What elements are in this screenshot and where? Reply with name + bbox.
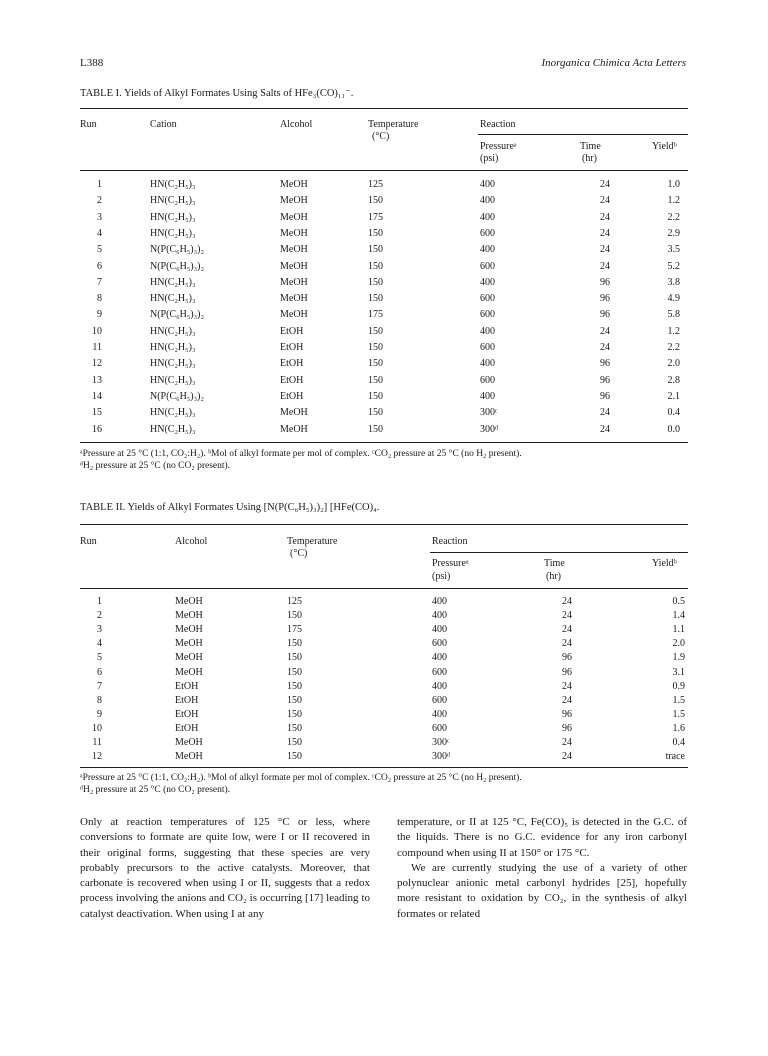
table1-header-pressure: Pressureᵃ bbox=[480, 141, 517, 152]
table2-cell-alc: MeOH bbox=[175, 638, 203, 650]
table1-cell-time: 24 bbox=[600, 325, 610, 337]
table1-row bbox=[80, 244, 688, 257]
table1-cell-alc: MeOH bbox=[280, 260, 308, 272]
table2-cell-yield: 2.0 bbox=[672, 638, 685, 650]
table2-cell-run: 1 bbox=[97, 596, 102, 607]
table2-row bbox=[80, 751, 688, 764]
table1-cell-press: 600 bbox=[480, 260, 495, 272]
table2-cell-run: 11 bbox=[92, 737, 102, 748]
table1-header-yield: Yieldᵇ bbox=[652, 141, 677, 152]
table1-cell-yield: 3.5 bbox=[667, 244, 680, 256]
table1-row bbox=[80, 228, 688, 241]
table2-cell-press: 300ᵈ bbox=[432, 751, 451, 763]
body-right-paragraph-2: We are currently studying the use of a variety of other polynuclear anionic metal carbonyl hydrides [25], hopefully more resistant to oxidation by CO₂, in the synthesis of alkyl formates or related bbox=[397, 861, 687, 920]
table1-cell-cation: HN(C₂H₅)₃ bbox=[150, 325, 196, 337]
table2-header-reaction: Reaction bbox=[432, 536, 468, 547]
table1-row bbox=[80, 261, 688, 274]
table2-cell-alc: EtOH bbox=[175, 680, 199, 692]
table1-cell-yield: 2.2 bbox=[667, 211, 680, 223]
table2-row bbox=[80, 667, 688, 680]
table1-cell-press: 400 bbox=[480, 358, 495, 370]
table1-cell-yield: 2.9 bbox=[667, 227, 680, 239]
table2-cell-temp: 175 bbox=[287, 624, 302, 636]
body-right-column bbox=[397, 815, 687, 922]
table2-cell-temp: 150 bbox=[287, 652, 302, 664]
table1-cell-time: 24 bbox=[600, 260, 610, 272]
table1-cell-run: 4 bbox=[97, 227, 102, 239]
table2-cell-time: 24 bbox=[562, 680, 572, 692]
table2-cell-time: 96 bbox=[562, 722, 572, 734]
table2-cell-alc: MeOH bbox=[175, 751, 203, 763]
table2-cell-yield: 3.1 bbox=[672, 666, 685, 678]
table1-header-time-unit: (hr) bbox=[582, 153, 597, 164]
table2-footnote-2: ᵈH₂ pressure at 25 °C (no CO₂ present). bbox=[80, 785, 231, 795]
table1-cell-run: 8 bbox=[97, 293, 102, 305]
table2-header-temperature-unit: (°C) bbox=[290, 548, 308, 559]
table2-header-time: Time bbox=[544, 558, 565, 569]
table1-cell-temp: 125 bbox=[368, 179, 383, 190]
table2-cell-press: 600 bbox=[432, 666, 447, 678]
table2-cell-run: 10 bbox=[92, 722, 102, 734]
table2-cell-time: 24 bbox=[562, 596, 572, 607]
table1-header-alcohol: Alcohol bbox=[280, 119, 313, 130]
table2-cell-yield: trace bbox=[665, 751, 685, 763]
table2-cell-time: 24 bbox=[562, 751, 572, 763]
table1-footnote-1: ᵃPressure at 25 °C (1:1, CO₂:H₂). ᵇMol of alkyl formate per mol of complex. ᶜCO₂ pressure at 25 °C (no H₂ present). bbox=[80, 449, 522, 459]
table2-cell-alc: MeOH bbox=[175, 610, 203, 622]
table1-cell-temp: 150 bbox=[368, 342, 383, 353]
table1-header-temperature: Temperature bbox=[368, 119, 419, 130]
table1-cell-time: 96 bbox=[600, 390, 610, 402]
table1-cell-alc: EtOH bbox=[280, 390, 304, 402]
table1-row bbox=[80, 212, 688, 225]
table1-cell-cation: HN(C₂H₅)₃ bbox=[150, 407, 196, 419]
table1-cell-run: 13 bbox=[92, 374, 102, 386]
table1-row bbox=[80, 391, 688, 404]
table1-header-cation: Cation bbox=[150, 119, 177, 130]
table1-cell-temp: 150 bbox=[368, 423, 383, 435]
table1-cell-temp: 150 bbox=[368, 407, 383, 419]
table1-cell-run: 14 bbox=[92, 390, 102, 402]
table1-cell-temp: 150 bbox=[368, 293, 383, 305]
table1-cell-press: 600 bbox=[480, 374, 495, 386]
table1-cell-press: 400 bbox=[480, 195, 495, 207]
table2-cell-press: 600 bbox=[432, 694, 447, 706]
table2-cell-alc: MeOH bbox=[175, 596, 203, 607]
table2-cell-yield: 1.4 bbox=[672, 610, 685, 622]
table1-cell-time: 96 bbox=[600, 293, 610, 305]
table1-cell-yield: 2.8 bbox=[667, 374, 680, 386]
table1-cell-temp: 175 bbox=[368, 309, 383, 321]
table1-cell-run: 10 bbox=[92, 325, 102, 337]
table2-cell-alc: MeOH bbox=[175, 737, 203, 748]
table2-cell-yield: 1.9 bbox=[672, 652, 685, 664]
table2-header-temperature: Temperature bbox=[287, 536, 338, 547]
table1-cell-alc: MeOH bbox=[280, 179, 308, 190]
table1-cell-run: 7 bbox=[97, 276, 102, 288]
table2-top-rule bbox=[80, 524, 688, 525]
table1-row bbox=[80, 375, 688, 388]
table1-cell-press: 600 bbox=[480, 309, 495, 321]
table1-cell-time: 24 bbox=[600, 179, 610, 190]
table2-cell-run: 6 bbox=[97, 666, 102, 678]
table1-row bbox=[80, 277, 688, 290]
table1-cell-alc: MeOH bbox=[280, 227, 308, 239]
table2-cell-time: 24 bbox=[562, 694, 572, 706]
table1-cell-alc: MeOH bbox=[280, 195, 308, 207]
table1-cell-time: 96 bbox=[600, 374, 610, 386]
table1-cell-yield: 1.2 bbox=[667, 195, 680, 207]
table1-cell-alc: MeOH bbox=[280, 423, 308, 435]
table1-cell-temp: 150 bbox=[368, 244, 383, 256]
table1-cell-temp: 150 bbox=[368, 358, 383, 370]
table2-cell-temp: 125 bbox=[287, 596, 302, 607]
table1-cell-yield: 4.9 bbox=[667, 293, 680, 305]
table2-cell-time: 24 bbox=[562, 737, 572, 748]
table1-cell-cation: N(P(C₆H₅)₃)₂ bbox=[150, 309, 204, 321]
table1-cell-time: 24 bbox=[600, 211, 610, 223]
table1-cell-yield: 2.1 bbox=[667, 390, 680, 402]
table1-row bbox=[80, 293, 688, 306]
table2-cell-run: 4 bbox=[97, 638, 102, 650]
table2-row bbox=[80, 737, 688, 750]
table2-row bbox=[80, 638, 688, 651]
table2-row bbox=[80, 652, 688, 665]
table2-cell-run: 8 bbox=[97, 694, 102, 706]
table1-row bbox=[80, 424, 688, 437]
table2-cell-press: 400 bbox=[432, 652, 447, 664]
table1-cell-cation: HN(C₂H₅)₃ bbox=[150, 227, 196, 239]
table1-cell-cation: N(P(C₆H₅)₃)₂ bbox=[150, 244, 204, 256]
table2-header-time-unit: (hr) bbox=[546, 571, 561, 582]
table2-header-pressure-unit: (psi) bbox=[432, 571, 451, 582]
table2-cell-press: 300ᶜ bbox=[432, 737, 450, 748]
table1-row bbox=[80, 195, 688, 208]
table1-cell-run: 2 bbox=[97, 195, 102, 207]
table2-cell-press: 400 bbox=[432, 596, 447, 607]
body-left-column bbox=[80, 815, 370, 922]
table1-footnote-2: ᵈH₂ pressure at 25 °C (no CO₂ present). bbox=[80, 461, 231, 471]
table1-header-pressure-unit: (psi) bbox=[480, 153, 499, 164]
table2-row bbox=[80, 709, 688, 722]
table1-row bbox=[80, 309, 688, 322]
table1-cell-press: 600 bbox=[480, 342, 495, 353]
table1-row bbox=[80, 358, 688, 371]
table1-cell-temp: 150 bbox=[368, 325, 383, 337]
table2-row bbox=[80, 610, 688, 623]
table2-cell-temp: 150 bbox=[287, 694, 302, 706]
table1-cell-yield: 5.2 bbox=[667, 260, 680, 272]
table2-cell-time: 96 bbox=[562, 708, 572, 720]
table2-cell-press: 600 bbox=[432, 638, 447, 650]
table1-cell-run: 15 bbox=[92, 407, 102, 419]
table1-cell-alc: MeOH bbox=[280, 276, 308, 288]
table1-cell-run: 11 bbox=[92, 342, 102, 353]
table2-cell-press: 400 bbox=[432, 610, 447, 622]
table1-cell-yield: 5.8 bbox=[667, 309, 680, 321]
table1-cell-time: 24 bbox=[600, 407, 610, 419]
table2-cell-time: 96 bbox=[562, 652, 572, 664]
table2-cell-alc: MeOH bbox=[175, 624, 203, 636]
table1-cell-run: 6 bbox=[97, 260, 102, 272]
table2-cell-alc: EtOH bbox=[175, 708, 199, 720]
table1-cell-temp: 150 bbox=[368, 195, 383, 207]
table1-cell-time: 96 bbox=[600, 276, 610, 288]
table2-cell-time: 24 bbox=[562, 638, 572, 650]
table2-cell-press: 400 bbox=[432, 708, 447, 720]
table1-top-rule bbox=[80, 108, 688, 109]
table1-cell-alc: MeOH bbox=[280, 244, 308, 256]
table1-cell-run: 16 bbox=[92, 423, 102, 435]
table1-cell-time: 24 bbox=[600, 244, 610, 256]
table1-cell-yield: 0.4 bbox=[667, 407, 680, 419]
table1-cell-time: 24 bbox=[600, 342, 610, 353]
table2-cell-yield: 1.6 bbox=[672, 722, 685, 734]
table2-cell-alc: EtOH bbox=[175, 722, 199, 734]
body-right-paragraph-1: temperature, or II at 125 °C, Fe(CO)₅ is detected in the G.C. of the liquids. There is no G.C. evidence for any iron carbonyl compound when using II at 150° or 175 °C. bbox=[397, 816, 687, 859]
table1-cell-cation: HN(C₂H₅)₃ bbox=[150, 211, 196, 223]
table2-row bbox=[80, 695, 688, 708]
table2-cell-yield: 1.1 bbox=[672, 624, 685, 636]
table1-cell-temp: 150 bbox=[368, 390, 383, 402]
table2-header-pressure: Pressureᵃ bbox=[432, 558, 469, 569]
table1-cell-time: 96 bbox=[600, 358, 610, 370]
table1-cell-time: 96 bbox=[600, 309, 610, 321]
table1-cell-cation: HN(C₂H₅)₃ bbox=[150, 293, 196, 305]
table1-cell-alc: MeOH bbox=[280, 407, 308, 419]
table2-row bbox=[80, 723, 688, 736]
table2-cell-run: 5 bbox=[97, 652, 102, 664]
table1-cell-press: 600 bbox=[480, 293, 495, 305]
table1-row bbox=[80, 179, 688, 192]
table1-bottom-rule bbox=[80, 442, 688, 443]
table1-cell-yield: 1.2 bbox=[667, 325, 680, 337]
table2-header-run: Run bbox=[80, 536, 97, 547]
table2-cell-yield: 1.5 bbox=[672, 708, 685, 720]
table2-cell-temp: 150 bbox=[287, 751, 302, 763]
table1-cell-yield: 2.2 bbox=[667, 342, 680, 353]
table2-cell-press: 400 bbox=[432, 624, 447, 636]
table2-cell-yield: 0.5 bbox=[672, 596, 685, 607]
table1-cell-run: 3 bbox=[97, 211, 102, 223]
table1-cell-press: 300ᶜ bbox=[480, 407, 498, 419]
table1-row bbox=[80, 407, 688, 420]
table1-cell-alc: MeOH bbox=[280, 309, 308, 321]
body-left-paragraph: Only at reaction temperatures of 125 °C or less, where conversions to formate are quite low, were I or II recovered in their original forms, suggesting that these species are very probably precursors to the active catalysts. Moreover, that carbonate is recovered when using I or II, suggests that a redox process involving the anions and CO₂ is occurring [17] leading to catalyst deactivation. When using I at any bbox=[80, 816, 370, 920]
table1-header-reaction: Reaction bbox=[480, 119, 516, 130]
table2-header-rule bbox=[80, 588, 688, 589]
table2-cell-temp: 150 bbox=[287, 666, 302, 678]
table1-cell-time: 24 bbox=[600, 227, 610, 239]
table1-cell-temp: 150 bbox=[368, 227, 383, 239]
table1-cell-cation: N(P(C₆H₅)₃)₂ bbox=[150, 390, 204, 402]
table1-header-temperature-unit: (°C) bbox=[372, 131, 390, 142]
table1-cell-run: 9 bbox=[97, 309, 102, 321]
table2-cell-temp: 150 bbox=[287, 737, 302, 748]
table2-cell-press: 600 bbox=[432, 722, 447, 734]
table2-cell-alc: MeOH bbox=[175, 652, 203, 664]
table2-cell-temp: 150 bbox=[287, 708, 302, 720]
table1-cell-press: 400 bbox=[480, 276, 495, 288]
table1-cell-cation: HN(C₂H₅)₃ bbox=[150, 342, 196, 353]
table2-cell-yield: 0.9 bbox=[672, 680, 685, 692]
table1-cell-alc: EtOH bbox=[280, 358, 304, 370]
table1-cell-temp: 150 bbox=[368, 374, 383, 386]
table2-cell-time: 24 bbox=[562, 624, 572, 636]
table1-cell-alc: EtOH bbox=[280, 374, 304, 386]
table1-reaction-rule bbox=[478, 134, 688, 135]
table2-cell-yield: 1.5 bbox=[672, 694, 685, 706]
table1-cell-alc: MeOH bbox=[280, 293, 308, 305]
table1-header-rule bbox=[80, 170, 688, 171]
table2-cell-temp: 150 bbox=[287, 680, 302, 692]
table1-caption: TABLE I. Yields of Alkyl Formates Using Salts of HFe₃(CO)₁₁⁻. bbox=[80, 88, 354, 99]
table2-row bbox=[80, 624, 688, 637]
table1-cell-cation: HN(C₂H₅)₃ bbox=[150, 358, 196, 370]
table1-header-run: Run bbox=[80, 119, 97, 130]
table1-header-time: Time bbox=[580, 141, 601, 152]
table1-cell-cation: HN(C₂H₅)₃ bbox=[150, 276, 196, 288]
table2-footnote-1: ᵃPressure at 25 °C (1:1, CO₂:H₂). ᵇMol of alkyl formate per mol of complex. ᶜCO₂ pressure at 25 °C (no H₂ present). bbox=[80, 773, 522, 783]
table1-cell-yield: 0.0 bbox=[667, 423, 680, 435]
table2-cell-press: 400 bbox=[432, 680, 447, 692]
table1-cell-cation: HN(C₂H₅)₃ bbox=[150, 179, 196, 190]
table1-cell-press: 400 bbox=[480, 211, 495, 223]
table1-cell-run: 5 bbox=[97, 244, 102, 256]
table1-cell-temp: 150 bbox=[368, 260, 383, 272]
table1-cell-yield: 2.0 bbox=[667, 358, 680, 370]
table1-cell-temp: 175 bbox=[368, 211, 383, 223]
table2-cell-temp: 150 bbox=[287, 638, 302, 650]
table1-cell-time: 24 bbox=[600, 195, 610, 207]
table2-header-alcohol: Alcohol bbox=[175, 536, 208, 547]
table2-cell-run: 3 bbox=[97, 624, 102, 636]
table2-header-yield: Yieldᵇ bbox=[652, 558, 677, 569]
table1-row bbox=[80, 326, 688, 339]
table1-cell-press: 400 bbox=[480, 390, 495, 402]
table1-cell-alc: EtOH bbox=[280, 325, 304, 337]
table1-cell-run: 1 bbox=[97, 179, 102, 190]
table2-row bbox=[80, 596, 688, 609]
table1-cell-time: 24 bbox=[600, 423, 610, 435]
table1-cell-press: 300ᵈ bbox=[480, 423, 499, 435]
table1-cell-press: 400 bbox=[480, 244, 495, 256]
table2-cell-time: 96 bbox=[562, 666, 572, 678]
table2-cell-alc: EtOH bbox=[175, 694, 199, 706]
table2-cell-run: 12 bbox=[92, 751, 102, 763]
table2-cell-temp: 150 bbox=[287, 722, 302, 734]
table2-caption: TABLE II. Yields of Alkyl Formates Using [N(P(C₆H₅)₃)₂] [HFe(CO)₄. bbox=[80, 502, 380, 513]
table1-cell-alc: MeOH bbox=[280, 211, 308, 223]
table1-cell-run: 12 bbox=[92, 358, 102, 370]
table2-cell-temp: 150 bbox=[287, 610, 302, 622]
table1-cell-cation: HN(C₂H₅)₃ bbox=[150, 374, 196, 386]
table1-cell-press: 400 bbox=[480, 179, 495, 190]
table1-cell-cation: HN(C₂H₅)₃ bbox=[150, 195, 196, 207]
table1-cell-cation: N(P(C₆H₅)₃)₂ bbox=[150, 260, 204, 272]
page-number: L388 bbox=[80, 57, 104, 69]
table2-cell-time: 24 bbox=[562, 610, 572, 622]
journal-title: Inorganica Chimica Acta Letters bbox=[541, 57, 686, 69]
table1-cell-temp: 150 bbox=[368, 276, 383, 288]
table1-cell-press: 600 bbox=[480, 227, 495, 239]
table1-cell-cation: HN(C₂H₅)₃ bbox=[150, 423, 196, 435]
table2-cell-run: 7 bbox=[97, 680, 102, 692]
table2-cell-alc: MeOH bbox=[175, 666, 203, 678]
table1-cell-yield: 3.8 bbox=[667, 276, 680, 288]
table1-cell-yield: 1.0 bbox=[667, 179, 680, 190]
table2-row bbox=[80, 681, 688, 694]
table1-cell-press: 400 bbox=[480, 325, 495, 337]
table2-cell-yield: 0.4 bbox=[672, 737, 685, 748]
table2-cell-run: 2 bbox=[97, 610, 102, 622]
table1-row bbox=[80, 342, 688, 355]
table2-cell-run: 9 bbox=[97, 708, 102, 720]
table1-cell-alc: EtOH bbox=[280, 342, 304, 353]
table2-bottom-rule bbox=[80, 767, 688, 768]
table2-reaction-rule bbox=[430, 552, 688, 553]
